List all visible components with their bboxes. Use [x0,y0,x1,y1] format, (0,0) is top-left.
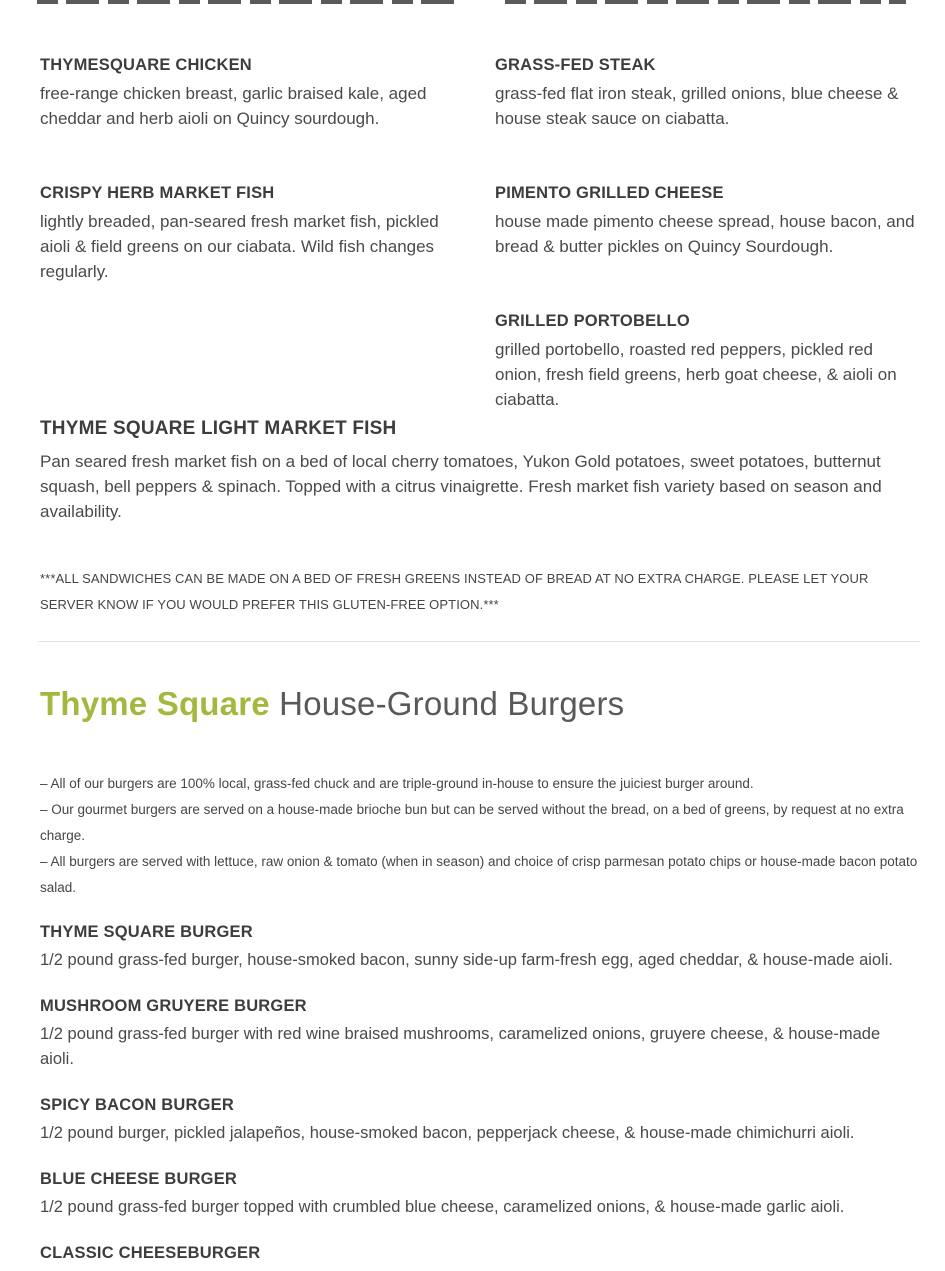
menu-item-grass-fed-steak [495,55,917,131]
item-title: THYMESQUARE CHICKEN [40,56,252,74]
item-title: THYME SQUARE LIGHT MARKET FISH [40,418,397,439]
item-description: 1/2 pound grass-fed burger with red wine braised mushrooms, caramelized onions, gruyere cheese, & house-made aioli. [40,1025,881,1068]
item-description: 1/2 pound grass-fed burger topped with crumbled blue cheese, caramelized onions, & house-made garlic aioli. [40,1198,845,1216]
item-title: GRILLED PORTOBELLO [495,312,690,330]
item-title: MUSHROOM GRUYERE BURGER [40,997,307,1015]
menu-item-mushroom-gruyere-burger [40,996,920,1072]
menu-item-thymesquare-chicken [40,55,462,131]
item-title: GRASS-FED STEAK [495,56,656,74]
item-description: free-range chicken breast, garlic braised kale, aged cheddar and herb aioli on Quincy sourdough. [40,84,427,128]
sandwich-column-left [40,55,495,464]
truncated-text-remnant-left [37,0,461,4]
menu-item-crispy-herb-market-fish [40,183,462,284]
menu-item-pimento-grilled-cheese [495,183,917,259]
burger-note-line: – Our gourmet burgers are served on a house-made brioche bun but can be served without the bread, on a bed of greens, by request at no extra charge. [40,802,904,843]
sandwich-columns [40,55,920,464]
item-title: CLASSIC CHEESEBURGER [40,1244,261,1262]
truncated-text-remnant-right [505,0,906,4]
item-title: CRISPY HERB MARKET FISH [40,184,275,202]
item-title: SPICY BACON BURGER [40,1096,234,1114]
burger-list [40,922,920,1271]
gluten-free-note: ***ALL SANDWICHES CAN BE MADE ON A BED OF FRESH GREENS INSTEAD OF BREAD AT NO EXTRA CHARGE. PLEASE LET YOUR SERVER KNOW IF YOU WOULD PREFER THIS GLUTEN-FREE OPTION.*** [40,571,869,612]
section-divider [38,641,920,642]
item-title: PIMENTO GRILLED CHEESE [495,184,724,202]
item-title: THYME SQUARE BURGER [40,923,253,941]
item-description: 1/2 pound grass-fed burger, house-smoked bacon, sunny side-up farm-fresh egg, aged cheddar, & house-made aioli. [40,951,894,969]
menu-item-classic-cheeseburger [40,1243,920,1263]
menu-item-spicy-bacon-burger [40,1095,920,1146]
menu-item-thyme-square-light-market-fish [40,417,918,524]
item-description: house made pimento cheese spread, house bacon, and bread & butter pickles on Quincy Sourdough. [495,212,915,256]
heading-accent: Thyme Square [40,685,270,722]
item-description: lightly breaded, pan-seared fresh market fish, pickled aioli & field greens on our ciabata. Wild fish changes regularly. [40,212,439,281]
burgers-section-heading [40,683,624,725]
menu-item-thyme-square-burger [40,922,920,973]
item-title: BLUE CHEESE BURGER [40,1170,238,1188]
menu-item-grilled-portobello [495,311,917,412]
burger-notes [40,771,918,901]
burger-note-line: – All burgers are served with lettuce, raw onion & tomato (when in season) and choice of crisp parmesan potato chips or house-made bacon potato salad. [40,854,918,895]
menu-item-blue-cheese-burger [40,1169,920,1220]
heading-rest: House-Ground Burgers [269,685,625,722]
item-description: 1/2 pound burger, pickled jalapeños, house-smoked bacon, pepperjack cheese, & house-made chimichurri aioli. [40,1124,855,1142]
item-description: Pan seared fresh market fish on a bed of local cherry tomatoes, Yukon Gold potatoes, sweet potatoes, butternut squash, bell peppers & spinach. Topped with a citrus vinaigrette. Fresh market fish variety based on season and availability. [40,452,882,521]
item-description: grass-fed flat iron steak, grilled onions, blue cheese & house steak sauce on ciabatta. [495,84,899,128]
sandwich-column-right [495,55,920,464]
item-description: grilled portobello, roasted red peppers, pickled red onion, fresh field greens, herb goat cheese, & aioli on ciabatta. [495,340,897,409]
burger-note-line: – All of our burgers are 100% local, grass-fed chuck and are triple-ground in-house to ensure the juiciest burger around. [40,776,754,791]
